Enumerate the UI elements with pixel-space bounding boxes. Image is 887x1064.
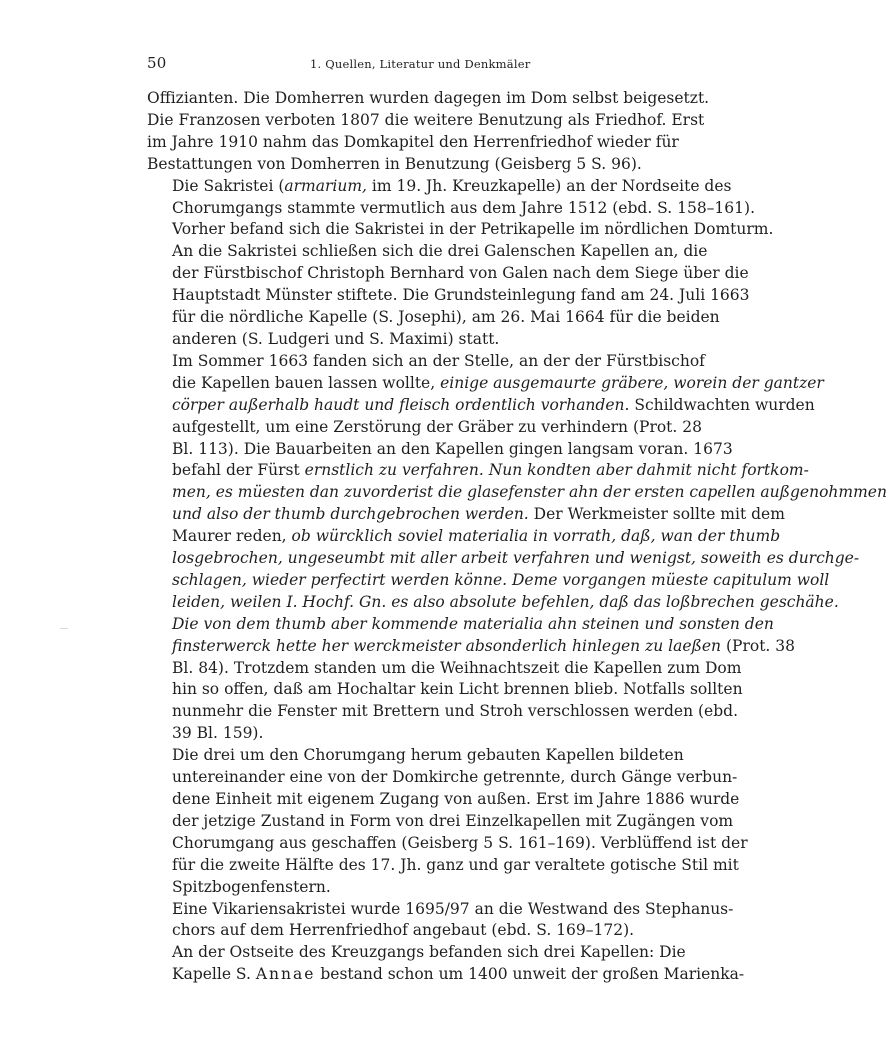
text-line	[147, 154, 656, 176]
text-run: Der Werkmeister sollte mit dem	[528, 505, 785, 524]
text-line	[147, 920, 656, 942]
text-run: Spitzbogenfenstern.	[172, 877, 331, 896]
text-line	[147, 439, 733, 461]
text-line	[147, 811, 734, 833]
text-line	[147, 395, 815, 417]
margin-mark	[60, 628, 68, 629]
italic-quote: leiden, weilen I. Hochf. Gn. es also absolute befehlen, daß das loßbrechen geschähe.	[172, 592, 839, 611]
text-run: Bl. 84). Trotzdem standen um die Weihnachtszeit die Kapellen zum Dom	[172, 658, 742, 677]
text-line	[147, 176, 732, 198]
text-run: chors auf dem Herrenfriedhof angebaut (ebd. S. 169–172).	[172, 921, 635, 940]
text-line	[147, 132, 679, 154]
text-run: befahl der Fürst	[172, 461, 305, 480]
text-line	[147, 679, 743, 701]
text-run: im Jahre 1910 nahm das Domkapitel den Herrenfriedhof wieder für	[147, 132, 679, 151]
text-run: die Kapellen bauen lassen wollte,	[172, 373, 441, 392]
spaced-name: Annae	[255, 965, 316, 984]
text-run: Schildwachten wurden	[629, 395, 815, 414]
text-run: Hauptstadt Münster stiftete. Die Grundsteinlegung fand am 24. Juli 1663	[172, 286, 750, 305]
text-run: Die drei um den Chorumgang herum gebauten Kapellen bildeten	[172, 746, 684, 765]
text-line	[147, 88, 710, 110]
italic-quote: finsterwerck hette her werckmeister absonderlich hinlegen zu laeßen	[172, 636, 722, 655]
text-run: dene Einheit mit eigenem Zugang von außen. Erst im Jahre 1886 wurde	[172, 790, 740, 808]
text-line	[147, 285, 750, 307]
text-line	[147, 373, 824, 395]
text-line	[147, 307, 720, 329]
paragraph	[147, 241, 750, 351]
text-line	[147, 789, 740, 811]
text-run: für die zweite Hälfte des 17. Jh. ganz und gar veraltete gotische Stil mit	[172, 855, 739, 874]
italic-quote: und also der thumb durchgebrochen werden.	[172, 505, 529, 524]
text-line	[147, 745, 684, 767]
text-run: Bl. 113). Die Bauarbeiten an den Kapellen gingen langsam voran. 1673	[172, 439, 733, 458]
text-line	[147, 219, 774, 241]
text-run: Die Sakristei (	[172, 176, 285, 195]
italic-quote: ernstlich zu verfahren. Nun kondten aber dahmit nicht fortkom-	[304, 461, 809, 480]
italic-quote: Die von dem thumb aber kommende materialia ahn steinen und sonsten den	[172, 614, 774, 633]
text-line	[147, 548, 860, 570]
text-run: bestand schon um 1400 unweit der großen Marienka-	[315, 965, 745, 984]
text-line	[147, 942, 686, 964]
text-line	[147, 482, 887, 504]
text-run: Offizianten. Die Domherren wurden dagegen im Dom selbst beigesetzt.	[147, 89, 710, 107]
text-run: für die nördliche Kapelle (S. Josephi), am 26. Mai 1664 für die beiden	[172, 308, 720, 327]
text-run: nunmehr die Fenster mit Brettern und Stroh verschlossen werden (ebd.	[172, 702, 738, 721]
text-run: 39 Bl. 159).	[172, 724, 264, 743]
text-run: Eine Vikariensakristei wurde 1695/97 an die Westwand des Stephanus-	[172, 899, 734, 918]
text-line	[147, 614, 774, 636]
text-run: im 19. Jh. Kreuzkapelle) an der Nordseite des	[366, 176, 732, 195]
paragraph	[147, 899, 734, 943]
text-line	[147, 241, 708, 263]
text-run: Bestattungen von Domherren in Benutzung (Geisberg 5 S. 96).	[147, 154, 642, 173]
text-line	[147, 417, 702, 439]
text-run: der Fürstbischof Christoph Bernhard von Galen nach dem Siege über die	[172, 264, 749, 283]
body-text	[147, 88, 887, 986]
text-line	[147, 658, 742, 680]
text-line	[147, 198, 755, 220]
text-line	[147, 855, 739, 877]
text-run: aufgestellt, um eine Zerstörung der Gräber zu verhindern (Prot. 28	[172, 417, 702, 436]
text-run: An die Sakristei schließen sich die drei Galenschen Kapellen an, die	[172, 242, 708, 261]
text-line	[147, 460, 809, 482]
text-line	[147, 964, 745, 986]
paragraph	[147, 88, 710, 176]
text-line	[147, 570, 830, 592]
text-run: Vorher befand sich die Sakristei in der Petrikapelle im nördlichen Domturm.	[172, 220, 774, 239]
text-line	[147, 351, 705, 373]
italic-quote: losgebrochen, ungeseumbt mit aller arbeit verfahren und wenigst, soweith es durchge-	[172, 549, 860, 568]
text-line	[147, 636, 795, 658]
text-run: untereinander eine von der Domkirche getrennte, durch Gänge verbun-	[172, 768, 738, 787]
text-line	[147, 526, 781, 548]
text-line	[147, 833, 748, 855]
text-line	[147, 767, 738, 789]
italic-quote: ob würcklich soviel materialia in vorrath, daß, wan der thumb	[291, 527, 781, 546]
paragraph	[147, 745, 748, 898]
paragraph	[147, 351, 887, 745]
running-head: 1. Quellen, Literatur und Denkmäler	[310, 57, 531, 71]
paragraph	[147, 176, 774, 242]
text-run: Kapelle S.	[172, 965, 256, 984]
text-run: anderen (S. Ludgeri und S. Maximi) statt.	[172, 329, 500, 348]
text-run: hin so offen, daß am Hochaltar kein Licht brennen blieb. Notfalls sollten	[172, 680, 743, 699]
text-line	[147, 701, 738, 723]
text-line	[147, 877, 656, 899]
text-run: Chorumgang aus geschaffen (Geisberg 5 S. 161–169). Verblüffend ist der	[172, 833, 748, 852]
text-line	[147, 110, 705, 132]
text-line	[147, 723, 656, 745]
text-run: Maurer reden,	[172, 527, 292, 546]
text-line	[147, 899, 734, 921]
italic-quote: schlagen, wieder perfectirt werden könne. Deme vorgangen müeste capitulum woll	[172, 570, 830, 589]
italic-quote: cörper außerhalb haudt und fleisch ordentlich vorhanden.	[172, 395, 630, 414]
italic-quote: einige ausgemaurte gräbere, worein der gantzer	[440, 373, 824, 392]
text-run: Chorumgangs stammte vermutlich aus dem Jahre 1512 (ebd. S. 158–161).	[172, 198, 755, 217]
text-run: (Prot. 38	[721, 636, 795, 655]
italic-quote: men, es müesten dan zuvorderist die glasefenster ahn der ersten capellen außgenohmmen	[172, 483, 887, 502]
text-line	[147, 263, 749, 285]
text-line	[147, 504, 785, 526]
italic-quote: armarium,	[284, 176, 367, 195]
text-run: Im Sommer 1663 fanden sich an der Stelle, an der der Fürstbischof	[172, 351, 705, 370]
paragraph	[147, 942, 745, 986]
text-line	[147, 329, 656, 351]
text-run: der jetzige Zustand in Form von drei Einzelkapellen mit Zugängen vom	[172, 811, 734, 830]
text-run: Die Franzosen verboten 1807 die weitere Benutzung als Friedhof. Erst	[147, 110, 705, 129]
text-run: An der Ostseite des Kreuzgangs befanden sich drei Kapellen: Die	[172, 943, 686, 962]
page-number: 50	[147, 54, 167, 72]
text-line	[147, 592, 839, 614]
